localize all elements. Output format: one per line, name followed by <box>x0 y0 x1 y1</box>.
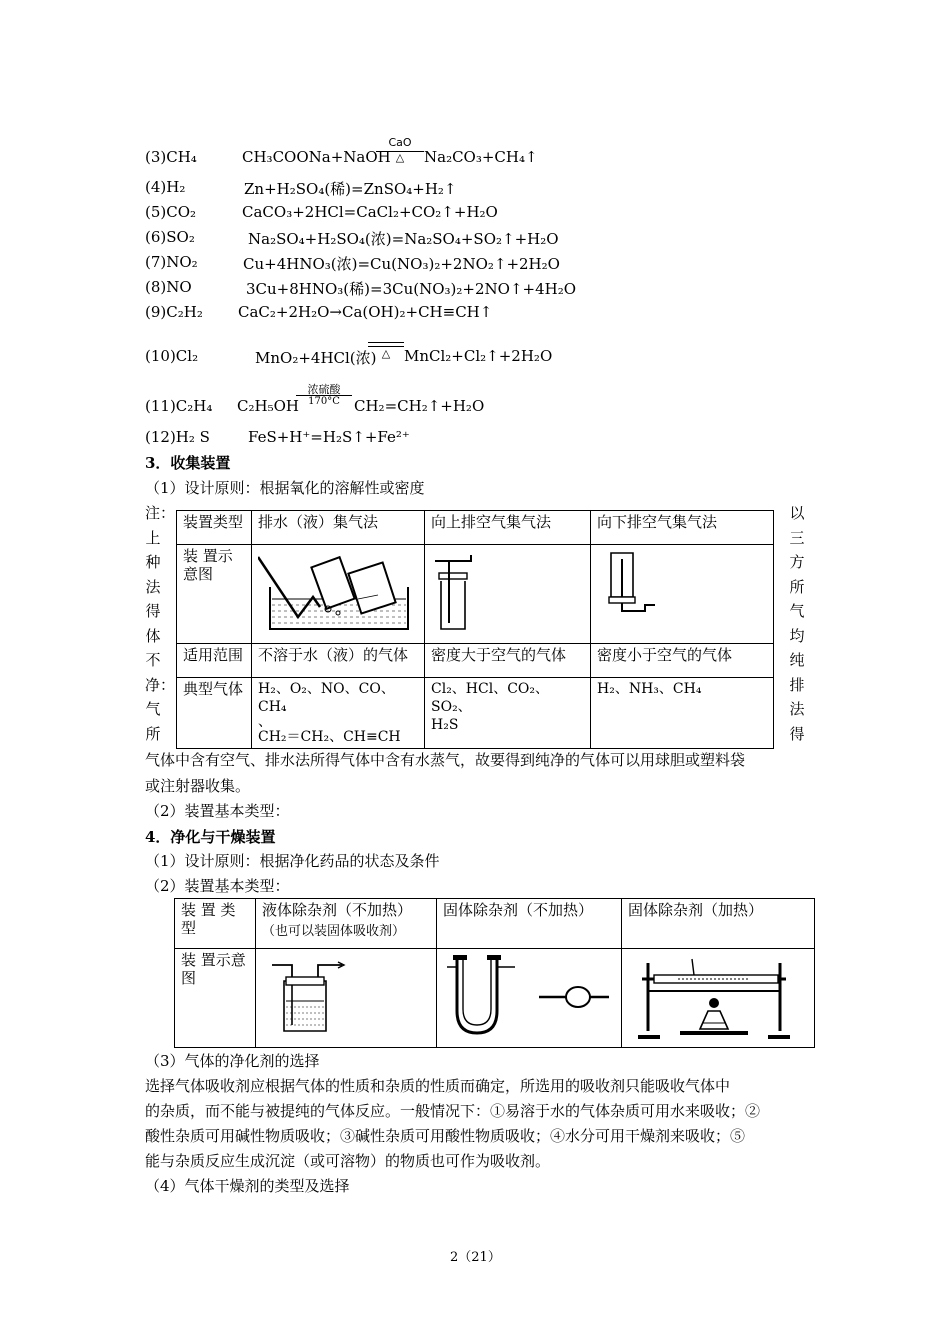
right-char: 所 <box>789 577 805 596</box>
left-char: 上 <box>145 528 161 547</box>
eq-10-left: MnO₂+4HCl(浓) <box>255 349 377 367</box>
right-char: 法 <box>789 700 805 718</box>
section-4-selection: （3）气体的净化剂的选择 <box>145 1052 320 1070</box>
row-range-label: 适用范围 <box>177 644 252 678</box>
eq-line-5-gas: (5)CO₂ <box>145 203 197 221</box>
typical-water-line3: CH₂＝CH₂、CH≡CH <box>258 729 401 745</box>
row-diagram-label: 装 置示意图 <box>177 545 252 644</box>
left-char: 得 <box>145 602 161 620</box>
gas-jar-downward-icon <box>597 547 717 637</box>
right-char: 排 <box>789 675 805 694</box>
eq-line-8-gas: (8)NO <box>145 278 192 296</box>
eq-line-4-gas: (4)H₂ <box>145 178 186 196</box>
header-water: 排水（液）集气法 <box>252 511 425 545</box>
left-char: 气 <box>145 700 161 718</box>
eq-line-4-eq: Zn+H₂SO₄(稀)=ZnSO₄+H₂↑ <box>244 180 457 198</box>
water-collection-diagram <box>252 545 425 644</box>
eq-3-condition-arrow <box>376 136 424 170</box>
range-downward: 密度小于空气的气体 <box>591 644 774 678</box>
section-4-para-line3: 酸性杂质可用碱性物质吸收；③碱性杂质可用酸性物质吸收；④水分可用干燥剂来吸收；⑤ <box>145 1127 746 1145</box>
heat-symbol: △ <box>381 347 391 360</box>
left-char: 注： <box>145 504 176 522</box>
eq-10-condition <box>368 344 404 364</box>
row-typical-label: 典型气体 <box>177 678 252 749</box>
section-4-para-line2: 的杂质，而不能与被提纯的气体反应。一般情况下：①易溶于水的气体杂质可用水来吸收；② <box>145 1102 761 1120</box>
temperature-label: 170°C <box>308 396 340 407</box>
eq-10-right: MnCl₂+Cl₂↑+2H₂O <box>404 347 553 365</box>
eq-11-condition-arrow <box>296 383 352 417</box>
typical-water-line2: 、 <box>258 714 272 730</box>
left-char: 所 <box>145 724 161 743</box>
catalyst-label: CaO <box>388 136 412 149</box>
header-liquid-main: 液体除杂剂（不加热） <box>262 901 413 919</box>
right-char: 方 <box>789 553 805 571</box>
u-tube-icon <box>443 951 613 1041</box>
section-4-para-line4: 能与杂质反应生成沉淀（或可溶物）的物质也可作为吸收剂。 <box>145 1152 551 1170</box>
left-char: 不 <box>145 651 161 669</box>
section-3-principle: （1）设计原则：根据氧化的溶解性或密度 <box>145 479 425 497</box>
eq-11-left: C₂H₅OH <box>237 397 299 415</box>
typical-downward: H₂、NH₃、CH₄ <box>591 678 774 749</box>
eq-line-12-eq: FeS+H⁺=H₂S↑+Fe²⁺ <box>248 428 410 446</box>
section-4-heading: 4．净化与干燥装置 <box>145 828 276 846</box>
eq-3-left: CH₃COONa+NaOH <box>242 148 391 166</box>
right-char: 三 <box>789 528 805 547</box>
typical-water-line1: H₂、O₂、NO、CO、CH₄ <box>258 681 395 715</box>
eq-line-6-eq: Na₂SO₄+H₂SO₄(浓)=Na₂SO₄+SO₂↑+H₂O <box>248 230 559 248</box>
section-3-note-line2: 或注射器收集。 <box>145 777 251 795</box>
typical-upward-line2: H₂S <box>431 717 459 733</box>
left-char: 体 <box>145 626 161 645</box>
eq-line-7-eq: Cu+4HNO₃(浓)=Cu(NO₃)₂+2NO₂↑+2H₂O <box>243 255 560 273</box>
wash-bottle-icon <box>262 951 422 1041</box>
downward-air-diagram <box>591 545 774 644</box>
left-char: 净： <box>145 675 176 694</box>
header-solid-heated: 固体除杂剂（加热） <box>622 899 815 949</box>
typical-water <box>252 678 425 749</box>
wash-bottle-diagram <box>256 949 437 1048</box>
header-liquid-note: （也可以装固体吸收剂） <box>262 924 406 939</box>
collection-table <box>176 510 774 749</box>
section-3-types: （2）装置基本类型： <box>145 802 290 820</box>
eq-line-8-eq: 3Cu+8HNO₃(稀)=3Cu(NO₃)₂+2NO↑+4H₂O <box>246 280 577 298</box>
heated-tube-diagram <box>622 949 815 1048</box>
eq-line-10-gas: (10)Cl₂ <box>145 347 199 365</box>
header-upward-air: 向上排空气集气法 <box>425 511 591 545</box>
right-char: 纯 <box>789 651 805 669</box>
section-3-heading: 3．收集装置 <box>145 454 231 472</box>
left-char: 种 <box>145 553 161 571</box>
row-diagram-label: 装 置示意图 <box>175 949 256 1048</box>
typical-upward <box>425 678 591 749</box>
header-type: 装 置 类型 <box>175 899 256 949</box>
heat-symbol: △ <box>395 151 405 164</box>
eq-line-7-gas: (7)NO₂ <box>145 253 198 271</box>
purification-table <box>174 898 815 1048</box>
left-char: 法 <box>145 577 161 596</box>
heated-tube-icon <box>628 951 798 1041</box>
right-char: 气 <box>789 602 805 620</box>
typical-upward-line1: Cl₂、HCl、CO₂、SO₂、 <box>431 681 550 715</box>
header-type: 装置类型 <box>177 511 252 545</box>
eq-line-11-gas: (11)C₂H₄ <box>145 397 213 415</box>
eq-line-5-eq: CaCO₃+2HCl=CaCl₂+CO₂↑+H₂O <box>242 203 498 221</box>
equal-line-top <box>368 342 404 343</box>
right-char: 均 <box>789 626 805 645</box>
section-3-note-line1: 气体中含有空气、排水法所得气体中含有水蒸气，故要得到纯净的气体可以用球胆或塑料袋 <box>145 751 746 769</box>
eq-line-9-eq: CaC₂+2H₂O→Ca(OH)₂+CH≡CH↑ <box>238 303 493 321</box>
eq-line-9-gas: (9)C₂H₂ <box>145 303 203 321</box>
section-4-para-line1: 选择气体吸收剂应根据气体的性质和杂质的性质而确定，所选用的吸收剂只能吸收气体中 <box>145 1077 731 1095</box>
right-char: 得 <box>789 724 805 743</box>
range-upward: 密度大于空气的气体 <box>425 644 591 678</box>
header-liquid <box>256 899 437 949</box>
catalyst-label: 浓硫酸 <box>307 383 341 396</box>
gas-label: (3)CH₄ <box>145 148 197 166</box>
section-4-principle: （1）设计原则：根据净化药品的状态及条件 <box>145 852 440 870</box>
u-tube-and-bulb-diagram <box>437 949 622 1048</box>
section-4-types: （2）装置基本类型： <box>145 877 290 895</box>
eq-line-3 <box>145 148 197 166</box>
water-trough-icon <box>258 547 418 637</box>
upward-air-diagram <box>425 545 591 644</box>
eq-3-right: Na₂CO₃+CH₄↑ <box>424 148 538 166</box>
header-solid-cold: 固体除杂剂（不加热） <box>437 899 622 949</box>
eq-11-right: CH₂=CH₂↑+H₂O <box>354 397 485 415</box>
page-footer: 2（21） <box>450 1250 501 1265</box>
range-water: 不溶于水（液）的气体 <box>252 644 425 678</box>
gas-jar-upward-icon <box>431 547 551 637</box>
eq-line-12-gas: (12)H₂ S <box>145 428 210 446</box>
eq-line-6-gas: (6)SO₂ <box>145 228 195 246</box>
header-downward-air: 向下排空气集气法 <box>591 511 774 545</box>
right-char: 以 <box>789 504 805 522</box>
section-4-dryers: （4）气体干燥剂的类型及选择 <box>145 1177 350 1195</box>
